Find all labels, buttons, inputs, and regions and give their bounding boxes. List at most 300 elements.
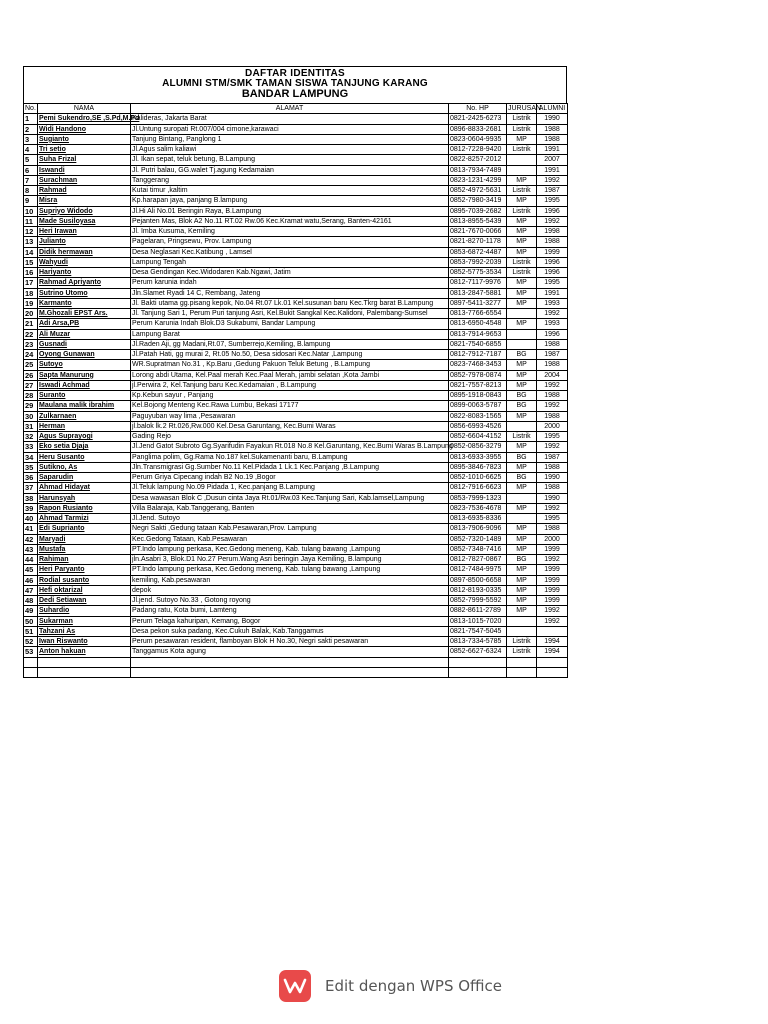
phone-number: 0852-7348-7416 xyxy=(449,544,507,554)
alumni-address: Kp.harapan jaya, panjang B.lampung xyxy=(131,196,449,206)
phone-number: 0895-1918-0843 xyxy=(449,391,507,401)
major: MP xyxy=(507,503,537,513)
phone-number: 0852-7978-0874 xyxy=(449,370,507,380)
major: MP xyxy=(507,216,537,226)
alumni-year: 1991 xyxy=(537,165,568,175)
major xyxy=(507,165,537,175)
major: Listrik xyxy=(507,124,537,134)
phone-number xyxy=(449,657,507,667)
alumni-year: 1987 xyxy=(537,452,568,462)
alumni-name: Tahzani As xyxy=(38,626,131,636)
alumni-address: Lampung Tengah xyxy=(131,257,449,267)
phone-number: 0899-0063-5787 xyxy=(449,401,507,411)
alumni-address: Jl.Untung suropati Rt.007/004 cimone,karawaci xyxy=(131,124,449,134)
major: MP xyxy=(507,606,537,616)
table-row xyxy=(24,637,568,647)
alumni-year: 1992 xyxy=(537,606,568,616)
row-number: 22 xyxy=(24,329,38,339)
row-number: 52 xyxy=(24,637,38,647)
header-address: ALAMAT xyxy=(131,104,449,114)
table-row xyxy=(24,493,568,503)
alumni-address: Villa Balaraja, Kab.Tanggerang, Banten xyxy=(131,503,449,513)
alumni-address: Kel.Bojong Menteng Kec.Rawa Lumbu, Bekasi 17177 xyxy=(131,401,449,411)
phone-number: 0823-0604-9935 xyxy=(449,134,507,144)
major: MP xyxy=(507,247,537,257)
alumni-year: 1988 xyxy=(537,124,568,134)
alumni-name: Hariyanto xyxy=(38,268,131,278)
phone-number: 0853-7992-2039 xyxy=(449,257,507,267)
phone-number: 0821-7670-0066 xyxy=(449,227,507,237)
alumni-address: Tanjung Bintang, Panglong 1 xyxy=(131,134,449,144)
alumni-name: Adi Arsa,PB xyxy=(38,319,131,329)
alumni-address: Perum Telaga kahuripan, Kemang, Bogor xyxy=(131,616,449,626)
alumni-year: 1999 xyxy=(537,247,568,257)
table-row xyxy=(24,606,568,616)
table-row xyxy=(24,442,568,452)
header-alumni-year: ALUMNI xyxy=(537,104,568,114)
row-number: 4 xyxy=(24,145,38,155)
alumni-address: PT.Indo lampung perkasa, Kec.Gedong meneng, Kab. tulang bawang ,Lampung xyxy=(131,544,449,554)
major: MP xyxy=(507,227,537,237)
table-row xyxy=(24,667,568,677)
major: MP xyxy=(507,534,537,544)
row-number xyxy=(24,667,38,677)
phone-number: 0813-6933-3955 xyxy=(449,452,507,462)
alumni-name: Suha Frizal xyxy=(38,155,131,165)
table-row xyxy=(24,452,568,462)
alumni-address: Jl.Patah Hati, gg murai 2, Rt.05 No.50, Desa sidosari Kec.Natar ,Lampung xyxy=(131,350,449,360)
row-number: 24 xyxy=(24,350,38,360)
row-number: 47 xyxy=(24,585,38,595)
alumni-year: 1992 xyxy=(537,309,568,319)
alumni-name: Rodial susanto xyxy=(38,575,131,585)
alumni-address xyxy=(131,667,449,677)
table-row xyxy=(24,145,568,155)
table-row xyxy=(24,626,568,636)
alumni-address: Lampung Barat xyxy=(131,329,449,339)
table-row xyxy=(24,339,568,349)
major: MP xyxy=(507,134,537,144)
table-row xyxy=(24,596,568,606)
phone-number: 0813-8955-5439 xyxy=(449,216,507,226)
alumni-name: M.Ghozali EPST Ars. xyxy=(38,309,131,319)
row-number: 45 xyxy=(24,565,38,575)
table-row xyxy=(24,524,568,534)
table-row xyxy=(24,216,568,226)
document-city: BANDAR LAMPUNG xyxy=(241,88,349,100)
table-row xyxy=(24,380,568,390)
alumni-name: Heri Paryanto xyxy=(38,565,131,575)
phone-number: 0813-7906-9096 xyxy=(449,524,507,534)
table-row xyxy=(24,196,568,206)
alumni-address: Tanggamus Kota agung xyxy=(131,647,449,657)
phone-number: 0897-8500-6658 xyxy=(449,575,507,585)
alumni-year: 1996 xyxy=(537,206,568,216)
row-number: 15 xyxy=(24,257,38,267)
major: Listrik xyxy=(507,257,537,267)
phone-number: 0852-0856-3279 xyxy=(449,442,507,452)
phone-number: 0852-7980-3419 xyxy=(449,196,507,206)
alumni-name: Sapta Manurung xyxy=(38,370,131,380)
alumni-name: Iswadi Achmad xyxy=(38,380,131,390)
alumni-address: Desa pekon suka padang, Kec.Cukuh Balak, Kab.Tanggamus xyxy=(131,626,449,636)
major: Listrik xyxy=(507,145,537,155)
alumni-name: Suhardio xyxy=(38,606,131,616)
alumni-address: Desa Neglasari Kec.Katibung , Lamsel xyxy=(131,247,449,257)
wps-footer-banner[interactable] xyxy=(279,970,502,1002)
table-row xyxy=(24,329,568,339)
major: MP xyxy=(507,596,537,606)
row-number: 48 xyxy=(24,596,38,606)
row-number: 31 xyxy=(24,421,38,431)
alumni-year xyxy=(537,657,568,667)
alumni-name: Sugianto xyxy=(38,134,131,144)
alumni-year: 1988 xyxy=(537,339,568,349)
table-row xyxy=(24,278,568,288)
alumni-address: Kp.Kebun sayur , Panjang xyxy=(131,391,449,401)
table-row xyxy=(24,565,568,575)
row-number: 41 xyxy=(24,524,38,534)
table-row xyxy=(24,411,568,421)
phone-number xyxy=(449,667,507,677)
alumni-address: Jl.Hi Ali No.01 Beringin Raya, B.Lampung xyxy=(131,206,449,216)
phone-number: 0896-8833-2681 xyxy=(449,124,507,134)
alumni-year: 1992 xyxy=(537,442,568,452)
major: Listrik xyxy=(507,114,537,124)
alumni-year: 1991 xyxy=(537,288,568,298)
alumni-address: Lorong abdi Utama, Kel.Paal merah Kec.Paal Merah, jambi selatan ,Kota Jambi xyxy=(131,370,449,380)
alumni-year: 1992 xyxy=(537,216,568,226)
phone-number: 0813-2847-5881 xyxy=(449,288,507,298)
alumni-name: Agus Suprayogi xyxy=(38,432,131,442)
alumni-name: Gusnadi xyxy=(38,339,131,349)
alumni-address: Perum pesawaran resident, flamboyan Blok H No.30, Negri sakti pesawaran xyxy=(131,637,449,647)
alumni-name: Edi Suprianto xyxy=(38,524,131,534)
alumni-name: Harunsyah xyxy=(38,493,131,503)
alumni-name: Misra xyxy=(38,196,131,206)
alumni-year: 1988 xyxy=(537,483,568,493)
alumni-name: Sutikno, As xyxy=(38,462,131,472)
alumni-year: 1990 xyxy=(537,114,568,124)
major: MP xyxy=(507,575,537,585)
alumni-name: Sutrino Utomo xyxy=(38,288,131,298)
table-body xyxy=(24,114,568,678)
alumni-year: 1998 xyxy=(537,227,568,237)
alumni-name: Sutoyo xyxy=(38,360,131,370)
alumni-address: Desa wawasan Blok C ,Dusun cinta Jaya Rt.01/Rw.03 Kec.Tanjung Sari, Kab.lamsel,Lampung xyxy=(131,493,449,503)
alumni-year: 1994 xyxy=(537,637,568,647)
phone-number: 0895-3846-7823 xyxy=(449,462,507,472)
table-row xyxy=(24,298,568,308)
table-row xyxy=(24,309,568,319)
row-number: 20 xyxy=(24,309,38,319)
table-row xyxy=(24,575,568,585)
table-row xyxy=(24,401,568,411)
document-subtitle: ALUMNI STM/SMK TAMAN SISWA TANJUNG KARANG xyxy=(162,78,428,89)
major: MP xyxy=(507,278,537,288)
alumni-name: Julianto xyxy=(38,237,131,247)
alumni-address: Padang ratu, Kota bumi, Lamteng xyxy=(131,606,449,616)
major: MP xyxy=(507,360,537,370)
phone-number: 0813-7934-7489 xyxy=(449,165,507,175)
alumni-year: 1995 xyxy=(537,278,568,288)
row-number: 12 xyxy=(24,227,38,237)
alumni-year: 1996 xyxy=(537,329,568,339)
alumni-name: Herman xyxy=(38,421,131,431)
alumni-name: Ahmad Hidayat xyxy=(38,483,131,493)
row-number: 16 xyxy=(24,268,38,278)
alumni-address: Kutai timur ,kaltim xyxy=(131,186,449,196)
major: MP xyxy=(507,370,537,380)
row-number: 38 xyxy=(24,493,38,503)
phone-number: 0812-7484-9975 xyxy=(449,565,507,575)
table-row xyxy=(24,288,568,298)
row-number: 49 xyxy=(24,606,38,616)
row-number: 39 xyxy=(24,503,38,513)
phone-number: 0821-7540-6855 xyxy=(449,339,507,349)
alumni-year: 1992 xyxy=(537,616,568,626)
alumni-name: Widi Handono xyxy=(38,124,131,134)
alumni-address: Jln.Slamet Ryadi 14 C, Rembang, Jateng xyxy=(131,288,449,298)
document-title: DAFTAR IDENTITAS xyxy=(245,68,345,79)
major: MP xyxy=(507,411,537,421)
table-row xyxy=(24,247,568,257)
table-row xyxy=(24,268,568,278)
alumni-address: Panglima polim, Gg.Rama No.187 kel.Sukamenanti baru, B.Lampung xyxy=(131,452,449,462)
row-number: 1 xyxy=(24,114,38,124)
phone-number: 0813-7334-5785 xyxy=(449,637,507,647)
phone-number: 0813-6935-8336 xyxy=(449,514,507,524)
alumni-year: 1988 xyxy=(537,237,568,247)
phone-number: 0821-7547-5045 xyxy=(449,626,507,636)
row-number: 8 xyxy=(24,186,38,196)
row-number: 50 xyxy=(24,616,38,626)
alumni-year: 2000 xyxy=(537,534,568,544)
alumni-address: Pejanten Mas, Blok A2 No.11 RT.02 Rw.06 Kec.Kramat watu,Serang, Banten-42161 xyxy=(131,216,449,226)
phone-number: 0882-8611-2789 xyxy=(449,606,507,616)
alumni-name: Ahmad Tarmizi xyxy=(38,514,131,524)
row-number: 2 xyxy=(24,124,38,134)
alumni-address: Perum karunia indah xyxy=(131,278,449,288)
alumni-name: Rahmad Apriyanto xyxy=(38,278,131,288)
alumni-address: jln.Asabri 3, Blok.D1 No.27 Perum.Wang Asri beringin Jaya Kemiling, B.lampung xyxy=(131,555,449,565)
alumni-address: Jl. Putri balau, GG.walet Tj.agung Kedamaian xyxy=(131,165,449,175)
alumni-year: 1988 xyxy=(537,411,568,421)
alumni-address: Jl.jend. Sutoyo No.33 , Gotong royong xyxy=(131,596,449,606)
phone-number: 0813-7766-6554 xyxy=(449,309,507,319)
alumni-name: Oyong Gunawan xyxy=(38,350,131,360)
alumni-name: Wahyudi xyxy=(38,257,131,267)
alumni-year: 1988 xyxy=(537,524,568,534)
major: Listrik xyxy=(507,647,537,657)
phone-number: 0812-7827-0867 xyxy=(449,555,507,565)
alumni-address: Perum Griya Cipecang indah B2 No.19 ,Bogor xyxy=(131,473,449,483)
alumni-address: kemiling, Kab.pesawaran xyxy=(131,575,449,585)
alumni-address: Jl.Agus salim kaliawi xyxy=(131,145,449,155)
major: MP xyxy=(507,298,537,308)
wps-w-icon xyxy=(279,970,311,1002)
header-phone: No. HP xyxy=(449,104,507,114)
alumni-address: Tanggerang xyxy=(131,175,449,185)
alumni-address: Jl.Teluk lampung No.09 Pidada 1, Kec.panjang B.Lampung xyxy=(131,483,449,493)
alumni-name: Tri setio xyxy=(38,145,131,155)
alumni-year: 1988 xyxy=(537,134,568,144)
row-number: 36 xyxy=(24,473,38,483)
table-row xyxy=(24,186,568,196)
table-row xyxy=(24,534,568,544)
alumni-year: 1992 xyxy=(537,380,568,390)
phone-number: 0852-6627-6324 xyxy=(449,647,507,657)
document-header xyxy=(23,66,567,103)
major: MP xyxy=(507,196,537,206)
table-row xyxy=(24,155,568,165)
alumni-address: Perum Karunia Indah Blok.D3 Sukabumi, Bandar Lampung xyxy=(131,319,449,329)
alumni-name: Iswandi xyxy=(38,165,131,175)
table-row xyxy=(24,237,568,247)
alumni-address: Negri Sakti ,Gedung tataan Kab.Pesawaran,Prov. Lampung xyxy=(131,524,449,534)
row-number: 21 xyxy=(24,319,38,329)
table-row xyxy=(24,514,568,524)
table-row xyxy=(24,114,568,124)
alumni-address: Jl.Raden Aji, gg Madani,Rt.07, Sumberrejo,Kemiling, B.lampung xyxy=(131,339,449,349)
alumni-address: Pagelaran, Pringsewu, Prov. Lampung xyxy=(131,237,449,247)
alumni-name: Karmanto xyxy=(38,298,131,308)
alumni-name: Zulkarnaen xyxy=(38,411,131,421)
alumni-year: 1999 xyxy=(537,565,568,575)
table-row xyxy=(24,616,568,626)
table-row xyxy=(24,421,568,431)
phone-number: 0852-4972-5631 xyxy=(449,186,507,196)
alumni-address: Kalideras, Jakarta Barat xyxy=(131,114,449,124)
table-row xyxy=(24,503,568,513)
phone-number: 0852-5775-3534 xyxy=(449,268,507,278)
alumni-name: Pemi Sukendro,SE ,S.Pd,M.Pd xyxy=(39,115,140,123)
major: Listrik xyxy=(507,637,537,647)
phone-number: 0852-7320-1489 xyxy=(449,534,507,544)
row-number xyxy=(24,657,38,667)
major: MP xyxy=(507,288,537,298)
row-number: 37 xyxy=(24,483,38,493)
table-row xyxy=(24,647,568,657)
alumni-year: 1992 xyxy=(537,401,568,411)
alumni-address: Jl.Jend Gatot Subroto Gg.Syarifudin Fayakun Rt.018 No.8 Kel.Garuntang, Kec.Bumi Waras B.Lampung xyxy=(132,443,453,451)
table-row xyxy=(24,319,568,329)
alumni-year: 1999 xyxy=(537,544,568,554)
alumni-year: 1999 xyxy=(537,596,568,606)
alumni-year: 1990 xyxy=(537,473,568,483)
alumni-year: 1988 xyxy=(537,391,568,401)
row-number: 3 xyxy=(24,134,38,144)
table-row xyxy=(24,473,568,483)
alumni-year: 1995 xyxy=(537,196,568,206)
major: MP xyxy=(507,544,537,554)
alumni-year: 1999 xyxy=(537,585,568,595)
alumni-name: Saparudin xyxy=(38,473,131,483)
alumni-year: 1995 xyxy=(537,432,568,442)
major xyxy=(507,667,537,677)
table-row xyxy=(24,175,568,185)
alumni-address: Jl. Imba Kusuma, Kemiling xyxy=(131,227,449,237)
alumni-address: depok xyxy=(131,585,449,595)
table-row xyxy=(24,124,568,134)
alumni-year: 1993 xyxy=(537,319,568,329)
major: MP xyxy=(507,237,537,247)
major xyxy=(507,514,537,524)
row-number: 23 xyxy=(24,339,38,349)
header-name: NAMA xyxy=(38,104,131,114)
phone-number: 0823-7468-3453 xyxy=(449,360,507,370)
table-row xyxy=(24,206,568,216)
major: MP xyxy=(507,524,537,534)
major: BG xyxy=(507,401,537,411)
row-number: 51 xyxy=(24,626,38,636)
alumni-name: Heri Irawan xyxy=(38,227,131,237)
alumni-address: Jl. Bakti utama gg.pisang kepok, No.04 Rt.07 Lk.01 Kel.susunan baru Kec.Tkrg barat B.Lampung xyxy=(131,298,449,308)
row-number: 13 xyxy=(24,237,38,247)
row-number: 33 xyxy=(24,442,38,452)
table-row xyxy=(24,360,568,370)
alumni-name: Rapon Rusianto xyxy=(38,503,131,513)
alumni-name xyxy=(38,657,131,667)
alumni-name: Supriyo Widodo xyxy=(38,206,131,216)
alumni-year: 1992 xyxy=(537,555,568,565)
alumni-address: jl.Perwira 2, Kel.Tanjung baru Kec.Kedamaian , B.Lampung xyxy=(131,380,449,390)
row-number: 32 xyxy=(24,432,38,442)
phone-number: 0856-6993-4526 xyxy=(449,421,507,431)
phone-number: 0821-2425-6273 xyxy=(449,114,507,124)
row-number: 43 xyxy=(24,544,38,554)
major xyxy=(507,329,537,339)
alumni-table xyxy=(23,103,568,678)
row-number: 40 xyxy=(24,514,38,524)
alumni-address: jl.balok lk.2 Rt.026,Rw.000 Kel.Desa Garuntang, Kec.Bumi Waras xyxy=(131,421,449,431)
alumni-year xyxy=(537,667,568,677)
row-number: 25 xyxy=(24,360,38,370)
alumni-name: Mustafa xyxy=(38,544,131,554)
alumni-year: 1990 xyxy=(537,493,568,503)
header-major: JURUSAN xyxy=(508,105,542,113)
alumni-name: Heru Susanto xyxy=(38,452,131,462)
alumni-year: 1999 xyxy=(537,575,568,585)
alumni-year: 1987 xyxy=(537,350,568,360)
row-number: 26 xyxy=(24,370,38,380)
major xyxy=(507,626,537,636)
major: MP xyxy=(507,565,537,575)
major xyxy=(507,616,537,626)
table-row xyxy=(24,585,568,595)
phone-number: 0821-7557-8213 xyxy=(449,380,507,390)
major: MP xyxy=(507,462,537,472)
alumni-name: Surachman xyxy=(38,175,131,185)
phone-number: 0813-1015-7020 xyxy=(449,616,507,626)
major xyxy=(507,339,537,349)
alumni-name: Sukarman xyxy=(38,616,131,626)
alumni-address: PT.Indo lampung perkasa, Kec.Gedong meneng, Kab. tulang bawang ,Lampung xyxy=(131,565,449,575)
phone-number: 0813-6950-4548 xyxy=(449,319,507,329)
row-number: 7 xyxy=(24,175,38,185)
alumni-year: 1996 xyxy=(537,257,568,267)
alumni-address: Paguyuban way lima ,Pesawaran xyxy=(131,411,449,421)
alumni-name: Suranto xyxy=(38,391,131,401)
row-number: 17 xyxy=(24,278,38,288)
row-number: 27 xyxy=(24,380,38,390)
alumni-address: Kec.Gedong Tataan, Kab.Pesawaran xyxy=(131,534,449,544)
alumni-name: Eko setia Djaja xyxy=(38,442,131,452)
table-row xyxy=(24,257,568,267)
row-number: 19 xyxy=(24,298,38,308)
major: Listrik xyxy=(507,432,537,442)
phone-number: 0822-8083-1565 xyxy=(449,411,507,421)
